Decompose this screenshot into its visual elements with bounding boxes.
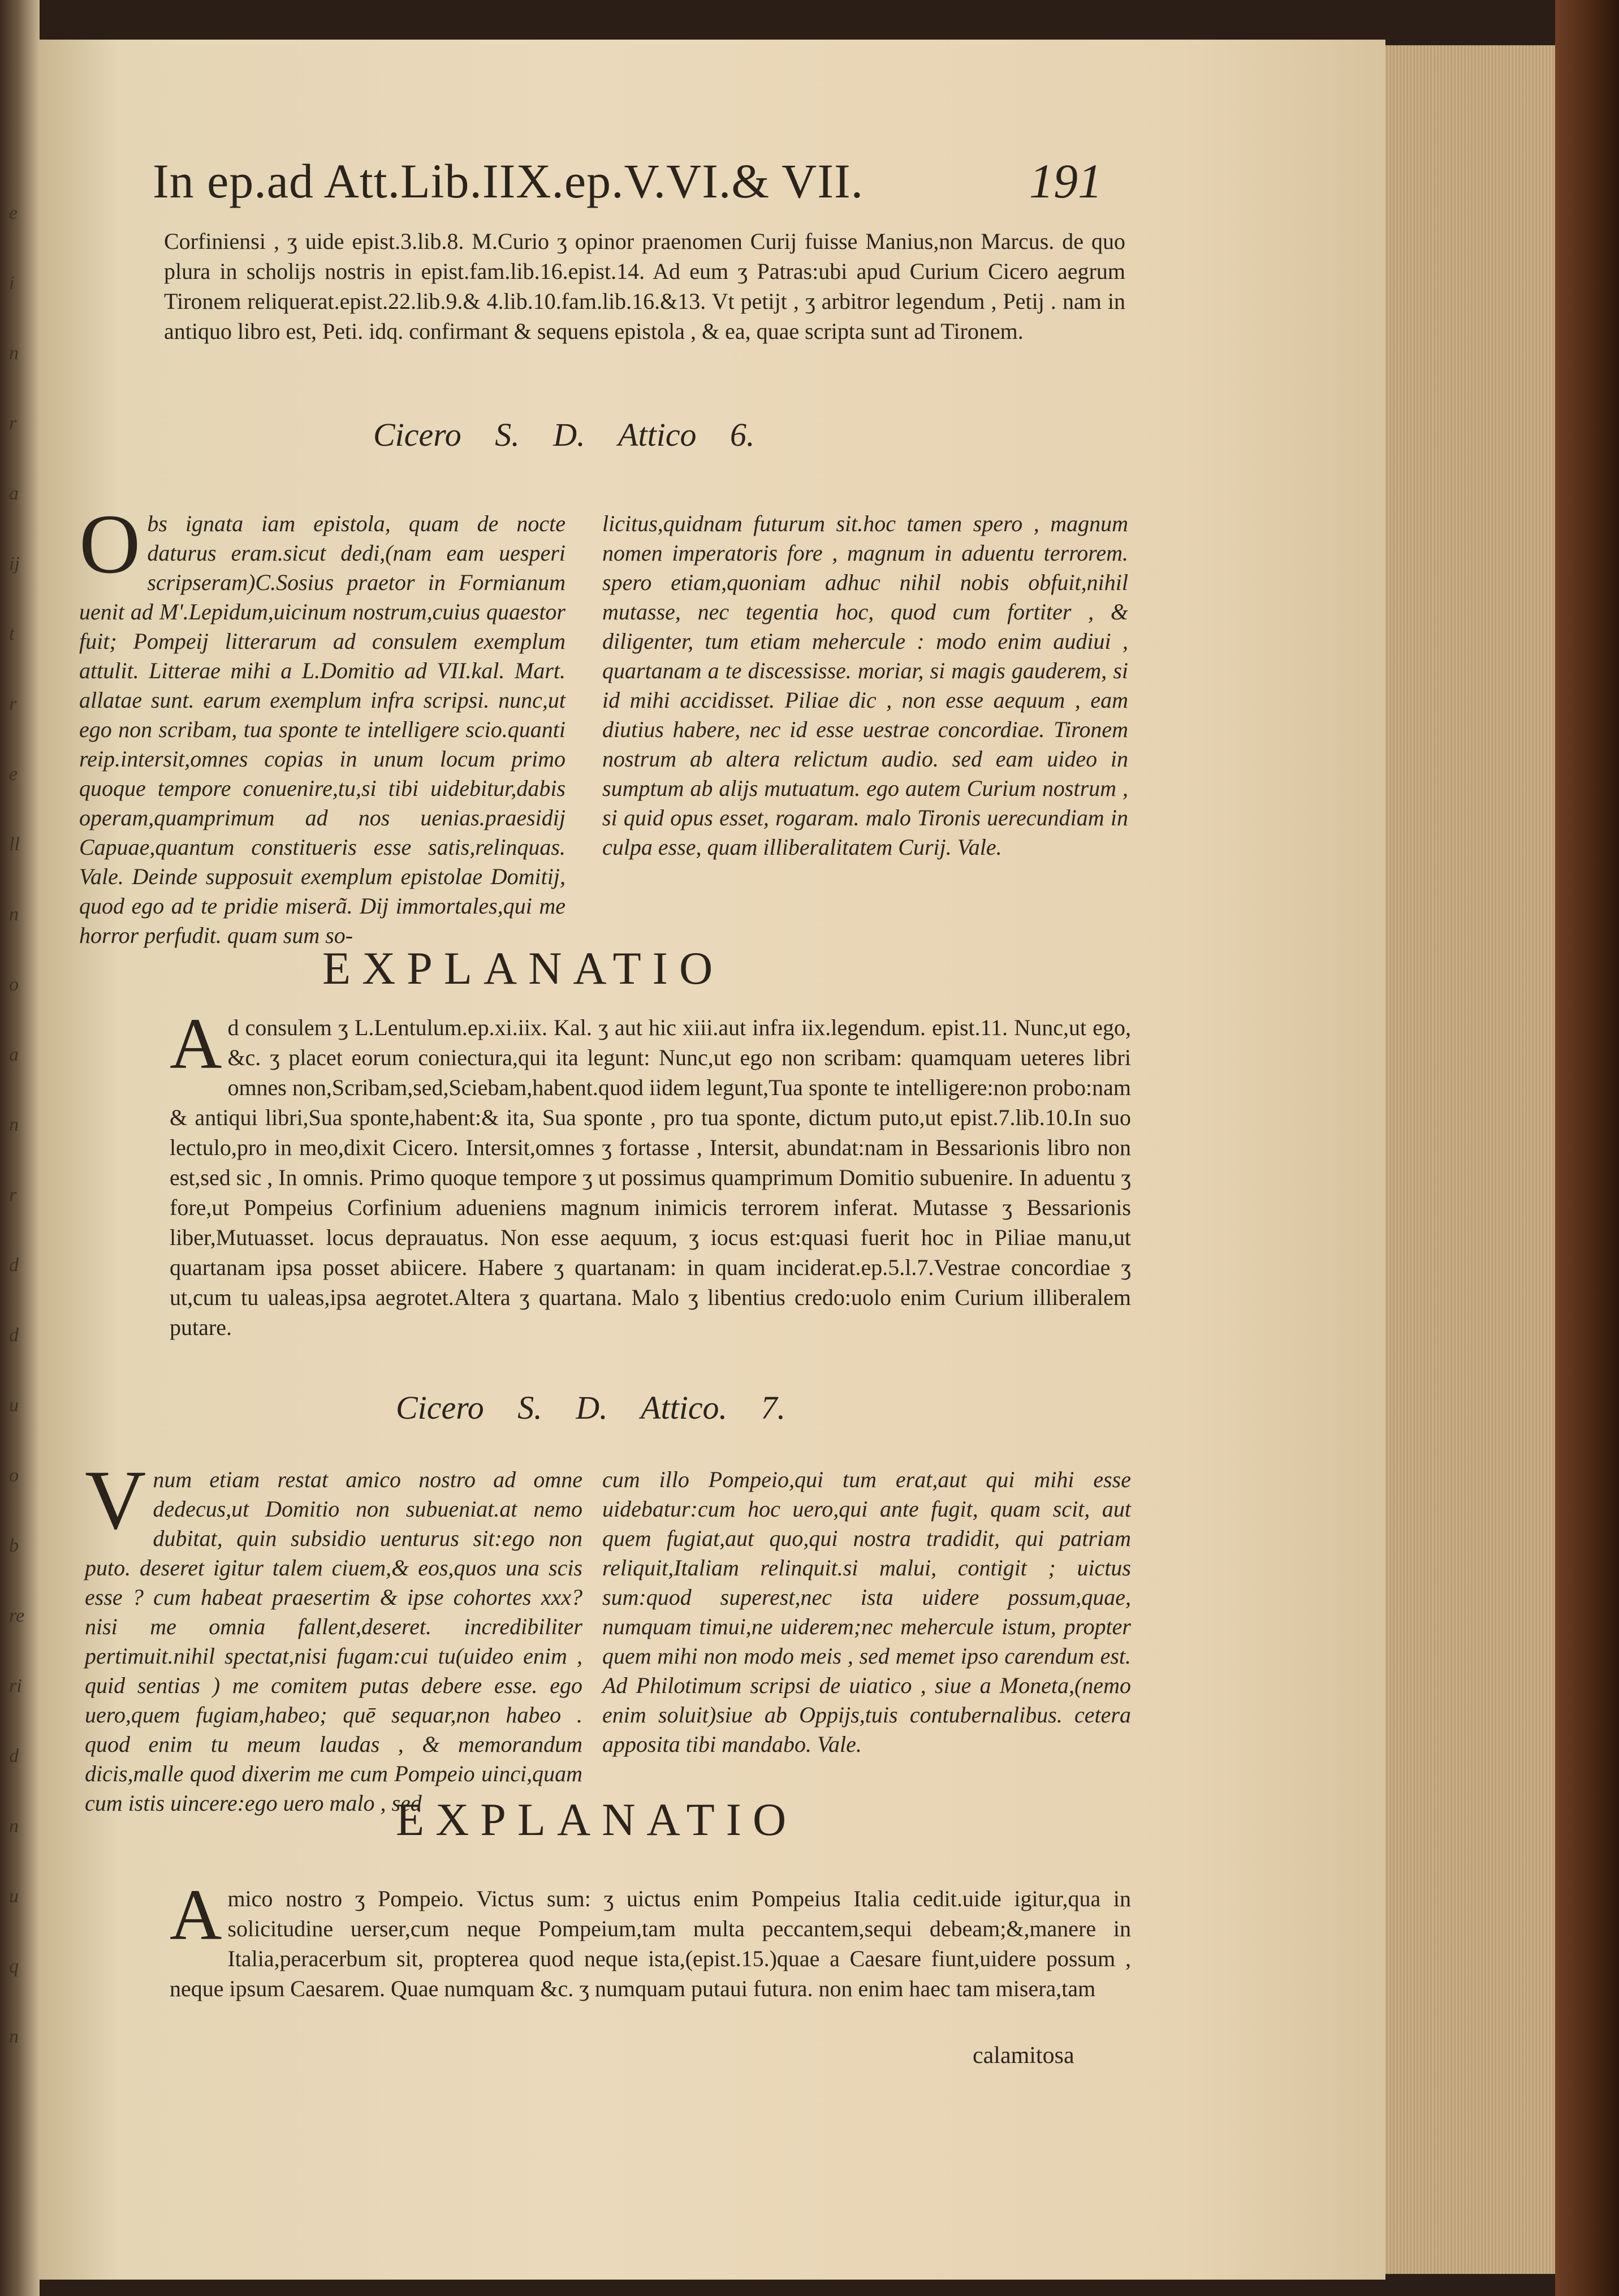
letter-6-column-1-text: bs ignata iam epistola, quam de nocte daturus eram.sicut dedi,(nam eam uesperi scripseram)C.Sosius praetor in Formianum uenit ad M'.Lepidum,uicinum nostrum,cuius quaestor fuit; Pompeij litterarum ad consulem exemplum attulit. Litterae mihi a L.Domitio ad VII.kal. Mart. allatae sunt. earum exemplum infra scripsi. nunc,ut ego non scribam, tua sponte te intelligere scio.quanti reip.intersit,omnes copias in unum locum primo quoque tempore conuenire,tu,si tibi uidebitur,dabis operam,quamprimum ad nos uenias.praesidij Capuae,quantum constitueris esse satis,relinquas. Vale. Deinde supposuit exemplum epistolae Domitij, quod ego ad te pridie miserã. Dij immortales,qui me horror perfudit. quam sum so-: [79, 511, 565, 948]
running-head: In ep.ad Att.Lib.IIX.ep.V.VI.& VII.: [153, 154, 864, 208]
catchword: calamitosa: [973, 2043, 1074, 2069]
explanatio-1-heading: EXPLANATIO: [322, 942, 724, 994]
letter-7-dropcap: V: [85, 1453, 146, 1547]
margin-fragment: n: [9, 2026, 19, 2047]
explanatio-2-dropcap: A: [170, 1875, 222, 1955]
letter-6-column-2: licitus,quidnam futurum sit.hoc tamen spero , magnum nomen imperatoris fore , magnum in aduentu terrorem. spero etiam,quoniam adhuc nihil nobis obfuit,nihil mutasse, nec tegentia hoc, quod cum fortiter , & diligenter, tum etiam mehercule : modo enim audiui , quartanam a te discessisse. moriar, si magis gauderem, si id mihi accidisset. Piliae dic , non esse aequum , eam diutius habere, nec id esse uestrae concordiae. Tironem nostrum ab altera relictum audio. sed eam uideo in sumptum ab alijs mutuatum. ego autem Curium nostrum , si quid opus esset, rogaram. malo Tironis uerecundiam in culpa esse, quam illiberalitatem Curij. Vale.: [602, 511, 1128, 860]
margin-fragment: u: [9, 1395, 19, 1416]
margin-fragment: b: [9, 1535, 19, 1556]
margin-fragment: r: [9, 1184, 17, 1205]
margin-fragment: ij: [9, 553, 20, 574]
margin-fragment: n: [9, 1114, 19, 1135]
page-fore-edge: [1385, 45, 1555, 2274]
book-cover-right: [1555, 0, 1619, 2296]
letter-7-column-1-text: num etiam restat amico nostro ad omne dedecus,ut Domitio non subueniat.at nemo dubitat, quin subsidio uenturus sit:ego non puto. deseret igitur talem ciuem,& eos,quos una scis esse ? cum habeat praesertim & ipse cohortes xxx? nisi me omnia fallent,deseret. incredibiliter pertimuit.nihil spectat,nisi fugam:cui tu(uideo enim , quid sentias ) me comitem putas debere esse. ego uero,quem fugiam,habeo; quē sequar,non habeo . quod enim tu meum laudas , & memorandum dicis,malle quod dixerim me cum Pompeio uinci,quam cum istis uincere:ego uero malo , sed: [85, 1467, 582, 1816]
margin-fragment: r: [9, 413, 17, 434]
margin-fragment: re: [9, 1605, 25, 1626]
margin-fragment: d: [9, 1325, 19, 1346]
margin-fragment: n: [9, 343, 19, 364]
margin-fragment: i: [9, 273, 15, 294]
intro-note: [164, 226, 1125, 346]
explanatio-2-heading: EXPLANATIO: [396, 1794, 798, 1845]
margin-fragment: n: [9, 904, 19, 925]
margin-fragment: d: [9, 1255, 19, 1276]
explanatio-1-body: [170, 1003, 1131, 1342]
margin-fragment: q: [9, 1956, 19, 1977]
explanatio-1-dropcap: A: [170, 1003, 222, 1084]
explanatio-2-body: [170, 1875, 1131, 2004]
letter-6-heading: Cicero S. D. Attico 6.: [373, 416, 755, 453]
margin-fragment: t: [9, 623, 15, 644]
page-number: 191: [1029, 154, 1102, 208]
facing-page-margin-fragments: [6, 204, 40, 2127]
margin-fragment: d: [9, 1746, 19, 1767]
explanatio-1-text: d consulem ʒ L.Lentulum.ep.xi.iix. Kal. ʒ aut hic xiii.aut infra iix.legendum. epist.11. Nunc,ut ego, &c. ʒ placet eorum coniectura,qui ita legunt: Nunc,ut ego non scribam: quamquam ueteres libri omnes non,Scribam,sed,Sciebam,habent.quod iidem legunt,Tua sponte te intelligere:non probo:nam & antiqui libri,Sua sponte,habent:& ita, Sua sponte , pro tua sponte, dictum puto,ut epist.7.lib.10.In suo lectulo,pro in meo,dixit Cicero. Intersit,omnes ʒ fortasse , Intersit, abundat:nam in Bessarionis libro non est,sed sic , In omnis. Primo quoque tempore ʒ ut possimus quamprimum Domitio subuenire. In aduentu ʒ fore,ut Pompeius Corfinium adueniens magnum inimicis terrorem inferat. Mutasse ʒ Bessarionis liber,Mutuasset. locus deprauatus. Non esse aequum, ʒ iocus est:quasi fuerit hoc in Piliae manu,ut quartanam ipsa posset abiicere. Habere ʒ quartanam: in quam inciderat.ep.5.l.7.Vestrae concordiae ʒ ut,cum tu ualeas,ipsa aegrotet.Altera ʒ quartana. Malo ʒ libentius credo:uolo enim Curium illiberalem putare.: [170, 1015, 1131, 1340]
margin-fragment: o: [9, 974, 19, 995]
letter-7-heading: Cicero S. D. Attico. 7.: [396, 1389, 786, 1426]
margin-fragment: e: [9, 203, 18, 223]
margin-fragment: u: [9, 1886, 19, 1907]
margin-fragment: e: [9, 764, 18, 785]
explanatio-2-text: mico nostro ʒ Pompeio. Victus sum: ʒ uictus enim Pompeius Italia cedit.uide igitur,qua in solicitudine uerser,cum neque Pompeium,tam multa peccantem,sequi debeam;&,manere in Italia,peracerbum sit, propterea quod neque ista,(epist.15.)quae a Caesare fiunt,uidere possum , neque ipsum Caesarem. Quae numquam &c. ʒ numquam putaui futura. non enim haec tam misera,tam: [170, 1886, 1131, 2001]
letter-7-column-1: [85, 1453, 582, 1818]
letter-7-column-2: cum illo Pompeio,qui tum erat,aut qui mihi esse uidebatur:cum hoc uero,qui ante fugit, quam scit, aut quem fugiat,aut quo,qui nostra tradidit, qui patriam reliquit,Italiam relinquit.si malui, contigit ; uictus sum:quod superest,nec ista uidere possum,quae, numquam timui,ne uiderem;nec mehercule istum, propter quem mihi non modo meis , sed memet ipso carendum est. Ad Philotimum scripsi de uiatico , siue a Moneta,(nemo enim soluit)siue ab Oppijs,tuis contubernalibus. cetera apposita tibi mandabo. Vale.: [602, 1467, 1131, 1757]
margin-fragment: a: [9, 1044, 19, 1065]
intro-note-text: Corfiniensi , ʒ uide epist.3.lib.8. M.Curio ʒ opinor praenomen Curij fuisse Manius,non Marcus. de quo plura in scholijs nostris in epist.fam.lib.16.epist.14. Ad eum ʒ Patras:ubi apud Curium Cicero aegrum Tironem reliquerat.epist.22.lib.9.& 4.lib.10.fam.lib.16.&13. Vt petijt , ʒ arbitror legendum , Petij . nam in antiquo libro est, Peti. idq. confirmant & sequens epistola , & ea, quae scripta sunt ad Tironem.: [164, 229, 1125, 344]
margin-fragment: ri: [9, 1675, 22, 1696]
margin-fragment: r: [9, 693, 17, 714]
margin-fragment: o: [9, 1465, 19, 1486]
letter-6-dropcap: O: [79, 497, 141, 591]
margin-fragment: n: [9, 1816, 19, 1837]
margin-fragment: a: [9, 483, 19, 504]
margin-fragment: ll: [9, 834, 20, 855]
letter-6-column-1: [79, 497, 565, 950]
